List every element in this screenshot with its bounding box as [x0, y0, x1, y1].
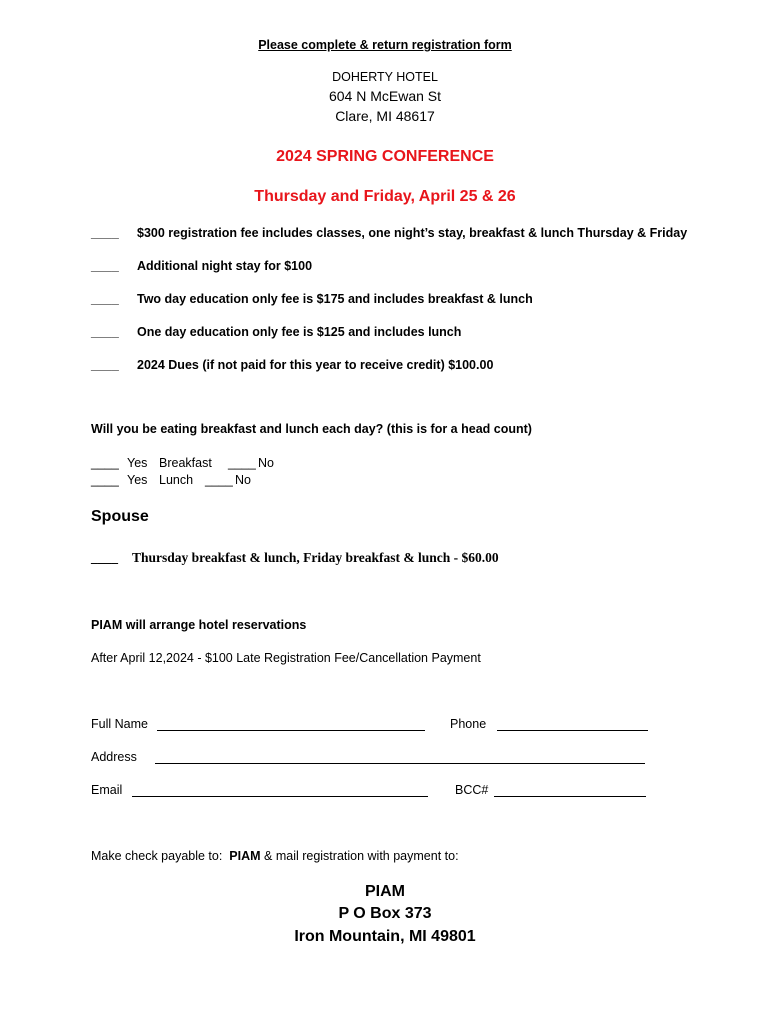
- breakfast-yes-blank[interactable]: ____: [91, 456, 119, 470]
- bcc-label: BCC#: [455, 783, 489, 797]
- breakfast-no-blank[interactable]: ____: [228, 456, 256, 470]
- phone-label: Phone: [450, 717, 487, 731]
- spouse-option-text: Thursday breakfast & lunch, Friday breakfast & lunch - $60.00: [132, 550, 499, 565]
- full-name-label: Full Name: [91, 717, 148, 731]
- conference-dates: Thursday and Friday, April 25 & 26: [254, 188, 516, 205]
- option-dues: 2024 Dues (if not paid for this year to receive credit) $100.00: [137, 358, 494, 372]
- full-name-field[interactable]: [157, 730, 425, 731]
- lunch-no-label: No: [235, 473, 251, 487]
- spouse-heading: Spouse: [91, 508, 149, 525]
- payment-instruction: [91, 849, 459, 863]
- reservation-note: PIAM will arrange hotel reservations: [91, 618, 307, 632]
- option-additional-night: Additional night stay for $100: [137, 259, 313, 273]
- address-label: Address: [91, 750, 137, 764]
- spouse-blank[interactable]: ____: [91, 550, 118, 565]
- form-instruction: Please complete & return registration form: [258, 38, 512, 52]
- breakfast-label: Breakfast: [159, 456, 212, 470]
- meal-row-breakfast: [91, 456, 274, 470]
- lunch-yes-label: Yes: [127, 473, 148, 487]
- breakfast-no-label: No: [258, 456, 274, 470]
- payment-prefix: Make check payable to:: [91, 849, 223, 863]
- spouse-option: [91, 550, 499, 566]
- option-blank-4[interactable]: ____: [91, 325, 119, 339]
- option-one-day-education: One day education only fee is $125 and includes lunch: [137, 325, 462, 339]
- option-registration-fee: $300 registration fee includes classes, one night’s stay, breakfast & lunch Thursday & Friday: [137, 226, 688, 240]
- phone-field[interactable]: [497, 730, 648, 731]
- late-fee-note: After April 12,2024 - $100 Late Registration Fee/Cancellation Payment: [91, 651, 481, 665]
- lunch-label: Lunch: [159, 473, 194, 487]
- hotel-street: 604 N McEwan St: [328, 88, 442, 104]
- option-blank-5[interactable]: ____: [91, 358, 119, 372]
- mailing-name: PIAM: [365, 883, 405, 900]
- address-field[interactable]: [155, 763, 645, 764]
- hotel-name: DOHERTY HOTEL: [332, 70, 438, 84]
- email-field[interactable]: [132, 796, 428, 797]
- mailing-box: P O Box 373: [338, 905, 432, 922]
- option-blank-3[interactable]: ____: [91, 292, 119, 306]
- bcc-field[interactable]: [494, 796, 646, 797]
- payment-suffix: & mail registration with payment to:: [264, 849, 459, 863]
- option-blank-2[interactable]: ____: [91, 259, 119, 273]
- hotel-city: Clare, MI 48617: [335, 108, 435, 124]
- breakfast-yes-label: Yes: [127, 456, 148, 470]
- option-blank-1[interactable]: ____: [91, 226, 119, 240]
- conference-title: 2024 SPRING CONFERENCE: [276, 148, 494, 165]
- lunch-yes-blank[interactable]: ____: [91, 473, 119, 487]
- mailing-city: Iron Mountain, MI 49801: [294, 928, 476, 945]
- option-two-day-education: Two day education only fee is $175 and includes breakfast & lunch: [137, 292, 533, 306]
- payment-payee: PIAM: [229, 849, 261, 863]
- meal-row-lunch: [91, 473, 251, 487]
- email-label: Email: [91, 783, 123, 797]
- lunch-no-blank[interactable]: ____: [205, 473, 233, 487]
- meal-question: Will you be eating breakfast and lunch each day? (this is for a head count): [91, 422, 532, 436]
